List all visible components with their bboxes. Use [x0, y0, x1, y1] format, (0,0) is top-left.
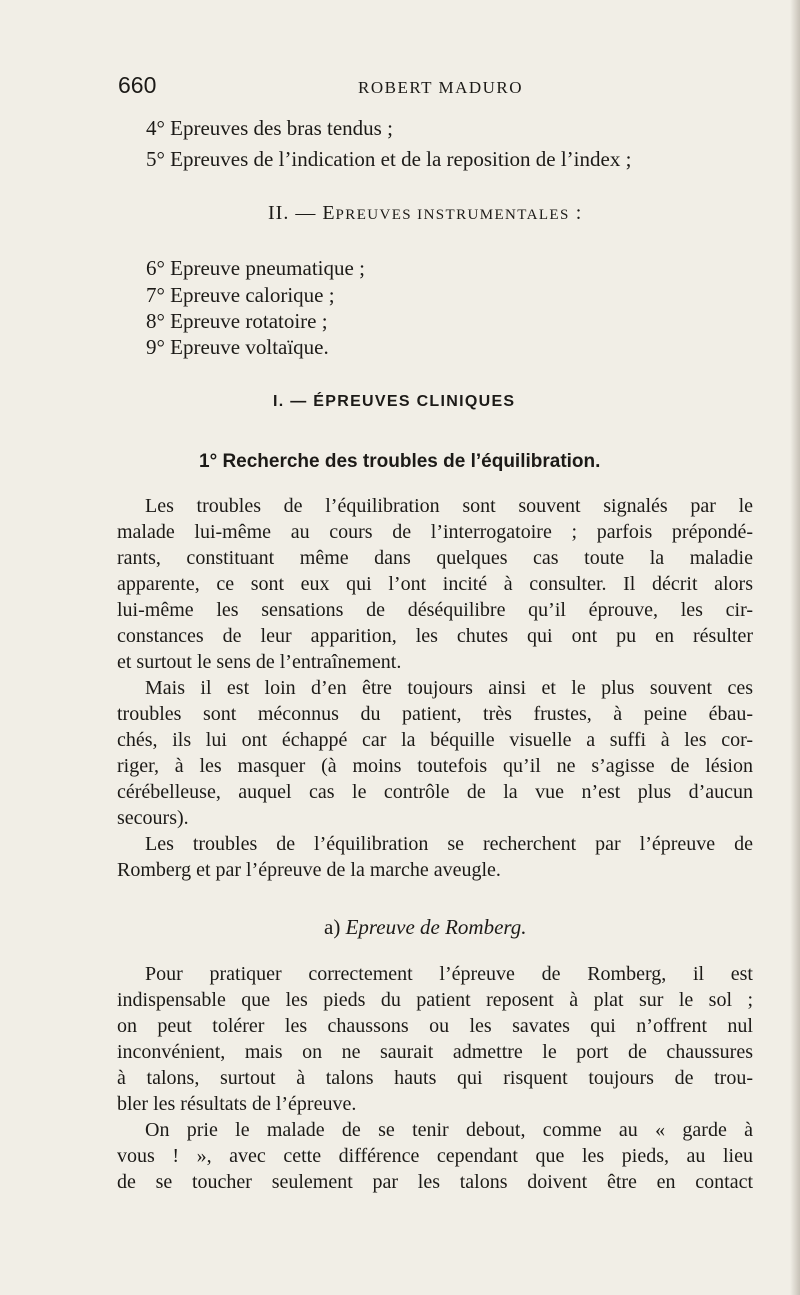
paragraph-2: [117, 675, 753, 831]
paragraph-line: inconvénient, mais on ne saurait admettre le port de chaussures: [117, 1041, 753, 1063]
paragraph-line: et surtout le sens de l’entraînement.: [117, 651, 402, 673]
paragraph-3: [117, 831, 753, 883]
section-title-small-caps: PREUVES INSTRUMENTALES: [335, 207, 570, 223]
paragraph-1: [117, 493, 753, 675]
list-item: 8° Epreuve rotatoire ;: [146, 309, 328, 333]
list-item: 6° Epreuve pneumatique ;: [146, 256, 365, 280]
page-header: [118, 72, 768, 102]
paragraph-line: Romberg et par l’épreuve de la marche aveugle.: [117, 859, 501, 881]
paragraph-line: On prie le malade de se tenir debout, comme au « garde à: [145, 1119, 753, 1141]
paragraph-line: chés, ils lui ont échappé car la béquille visuelle a suffi à les cor-: [117, 729, 753, 751]
list-item: 4° Epreuves des bras tendus ;: [146, 116, 393, 140]
paragraph-line: lui-même les sensations de déséquilibre qu’il éprouve, les cir-: [117, 599, 753, 621]
paragraph-line: indispensable que les pieds du patient reposent à plat sur le sol ;: [117, 989, 753, 1011]
page-edge-shadow: [790, 0, 800, 1295]
paragraph-line: constances de leur apparition, les chutes qui ont pu en résulter: [117, 625, 753, 647]
section-heading: 1° Recherche des troubles de l’équilibration.: [199, 451, 601, 472]
paragraph-line: Pour pratiquer correctement l’épreuve de Romberg, il est: [145, 963, 753, 985]
paragraph-line: troubles sont méconnus du patient, très frustes, à peine ébau-: [117, 703, 753, 725]
running-title: ROBERT MADURO: [358, 78, 524, 97]
paragraph-line: rants, constituant même dans quelques cas toute la maladie: [117, 547, 753, 569]
paragraph-5: [117, 1117, 753, 1195]
list-item: 9° Epreuve voltaïque.: [146, 335, 329, 359]
paragraph-line: cérébelleuse, auquel cas le contrôle de la vue n’est plus d’aucun: [117, 781, 753, 803]
chapter-heading: I. — ÉPREUVES CLINIQUES: [273, 393, 516, 410]
paragraph-line: Les troubles de l’équilibration sont souvent signalés par le: [145, 495, 753, 517]
paragraph-line: de se toucher seulement par les talons doivent être en contact: [117, 1171, 753, 1193]
paragraph-line: malade lui-même au cours de l’interrogatoire ; parfois prépondé-: [117, 521, 753, 543]
paragraph-line: secours).: [117, 807, 189, 829]
subsection-heading: [324, 915, 527, 940]
paragraph-line: Mais il est loin d’en être toujours ainsi et le plus souvent ces: [145, 677, 753, 699]
section-title-prefix: II. — E: [268, 202, 336, 224]
paragraph-4: [117, 961, 753, 1117]
paragraph-line: Les troubles de l’équilibration se recherchent par l’épreuve de: [145, 833, 753, 855]
paragraph-line: bler les résultats de l’épreuve.: [117, 1093, 357, 1115]
paragraph-line: apparente, ce sont eux qui l’ont incité à consulter. Il décrit alors: [117, 573, 753, 595]
section-title-instrumental: [268, 202, 582, 225]
paragraph-line: riger, à les masquer (à moins toutefois qu’il ne s’agisse de lésion: [117, 755, 753, 777]
paragraph-line: vous ! », avec cette différence cependant que les pieds, au lieu: [117, 1145, 753, 1167]
list-item: 7° Epreuve calorique ;: [146, 283, 335, 307]
subsection-title: Epreuve de Romberg.: [345, 915, 527, 939]
paragraph-line: à talons, surtout à talons hauts qui risquent toujours de trou-: [117, 1067, 753, 1089]
list-item: 5° Epreuves de l’indication et de la reposition de l’index ;: [146, 147, 632, 171]
section-title-suffix: :: [569, 202, 583, 224]
subsection-label: a): [324, 915, 341, 939]
page-number: 660: [118, 72, 157, 98]
paragraph-line: on peut tolérer les chaussons ou les savates qui n’offrent nul: [117, 1015, 753, 1037]
